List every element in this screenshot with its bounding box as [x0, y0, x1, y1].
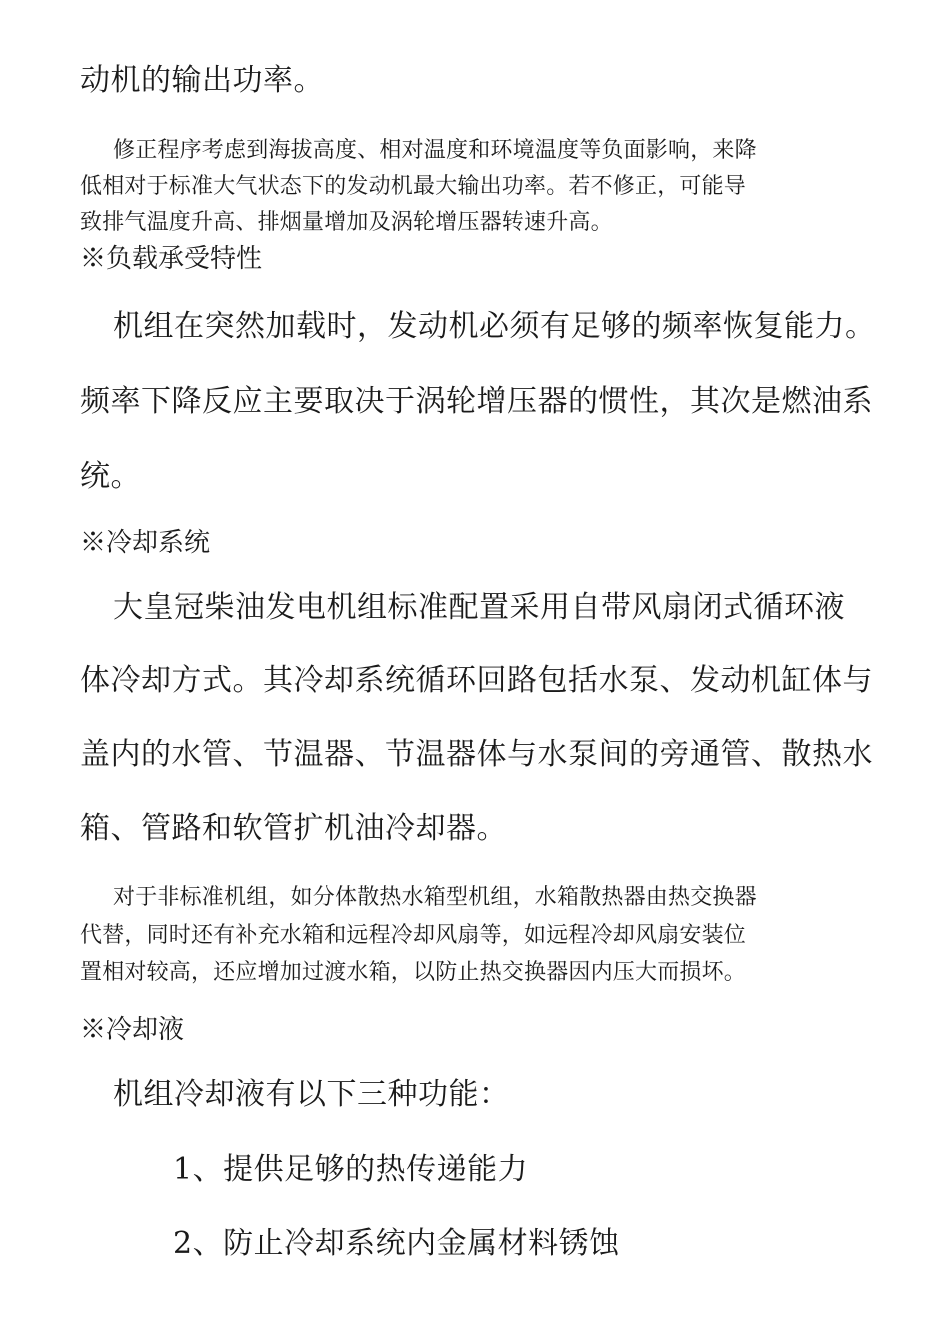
load-paragraph-line: 统。 [80, 459, 141, 494]
coolant-heading: ※冷却液 [80, 1015, 185, 1045]
coolant-intro-text: 机组冷却液有以下三种功能： [113, 1077, 510, 1112]
coolant-function-item: 2、防止冷却系统内金属材料锈蚀 [173, 1226, 620, 1261]
cooling-paragraph-line: 盖内的水管、节温器、节温器体与水泵间的旁通管、散热水 [80, 737, 873, 772]
correction-paragraph-line: 低相对于标准大气状态下的发动机最大输出功率。若不修正，可能导 [80, 174, 747, 199]
correction-paragraph-line: 致排气温度升高、排烟量增加及涡轮增压器转速升高。 [80, 210, 613, 235]
load-paragraph-line: 机组在突然加载时，发动机必须有足够的频率恢复能力。 [113, 309, 876, 344]
cooling-paragraph-line: 体冷却方式。其冷却系统循环回路包括水泵、发动机缸体与 [80, 663, 873, 698]
coolant-function-item: 1、提供足够的热传递能力 [173, 1152, 529, 1187]
correction-paragraph-line: 修正程序考虑到海拔高度、相对温度和环境温度等负面影响，来降 [113, 138, 757, 163]
load-paragraph-line: 频率下降反应主要取决于涡轮增压器的惯性，其次是燃油系 [80, 384, 873, 419]
cooling-system-heading: ※冷却系统 [80, 528, 211, 558]
load-characteristics-heading: ※负载承受特性 [80, 244, 263, 274]
intro-tail-text: 动机的输出功率。 [80, 63, 324, 98]
nonstandard-paragraph-line: 置相对较高，还应增加过渡水箱，以防止热交换器因内压大而损坏。 [80, 960, 747, 985]
cooling-paragraph-line: 大皇冠柴油发电机组标准配置采用自带风扇闭式循环液 [113, 590, 845, 625]
nonstandard-paragraph-line: 代替，同时还有补充水箱和远程冷却风扇等，如远程冷却风扇安装位 [80, 923, 747, 948]
nonstandard-paragraph-line: 对于非标准机组，如分体散热水箱型机组，水箱散热器由热交换器 [113, 885, 757, 910]
cooling-paragraph-line: 箱、管路和软管扩机油冷却器。 [80, 811, 507, 846]
